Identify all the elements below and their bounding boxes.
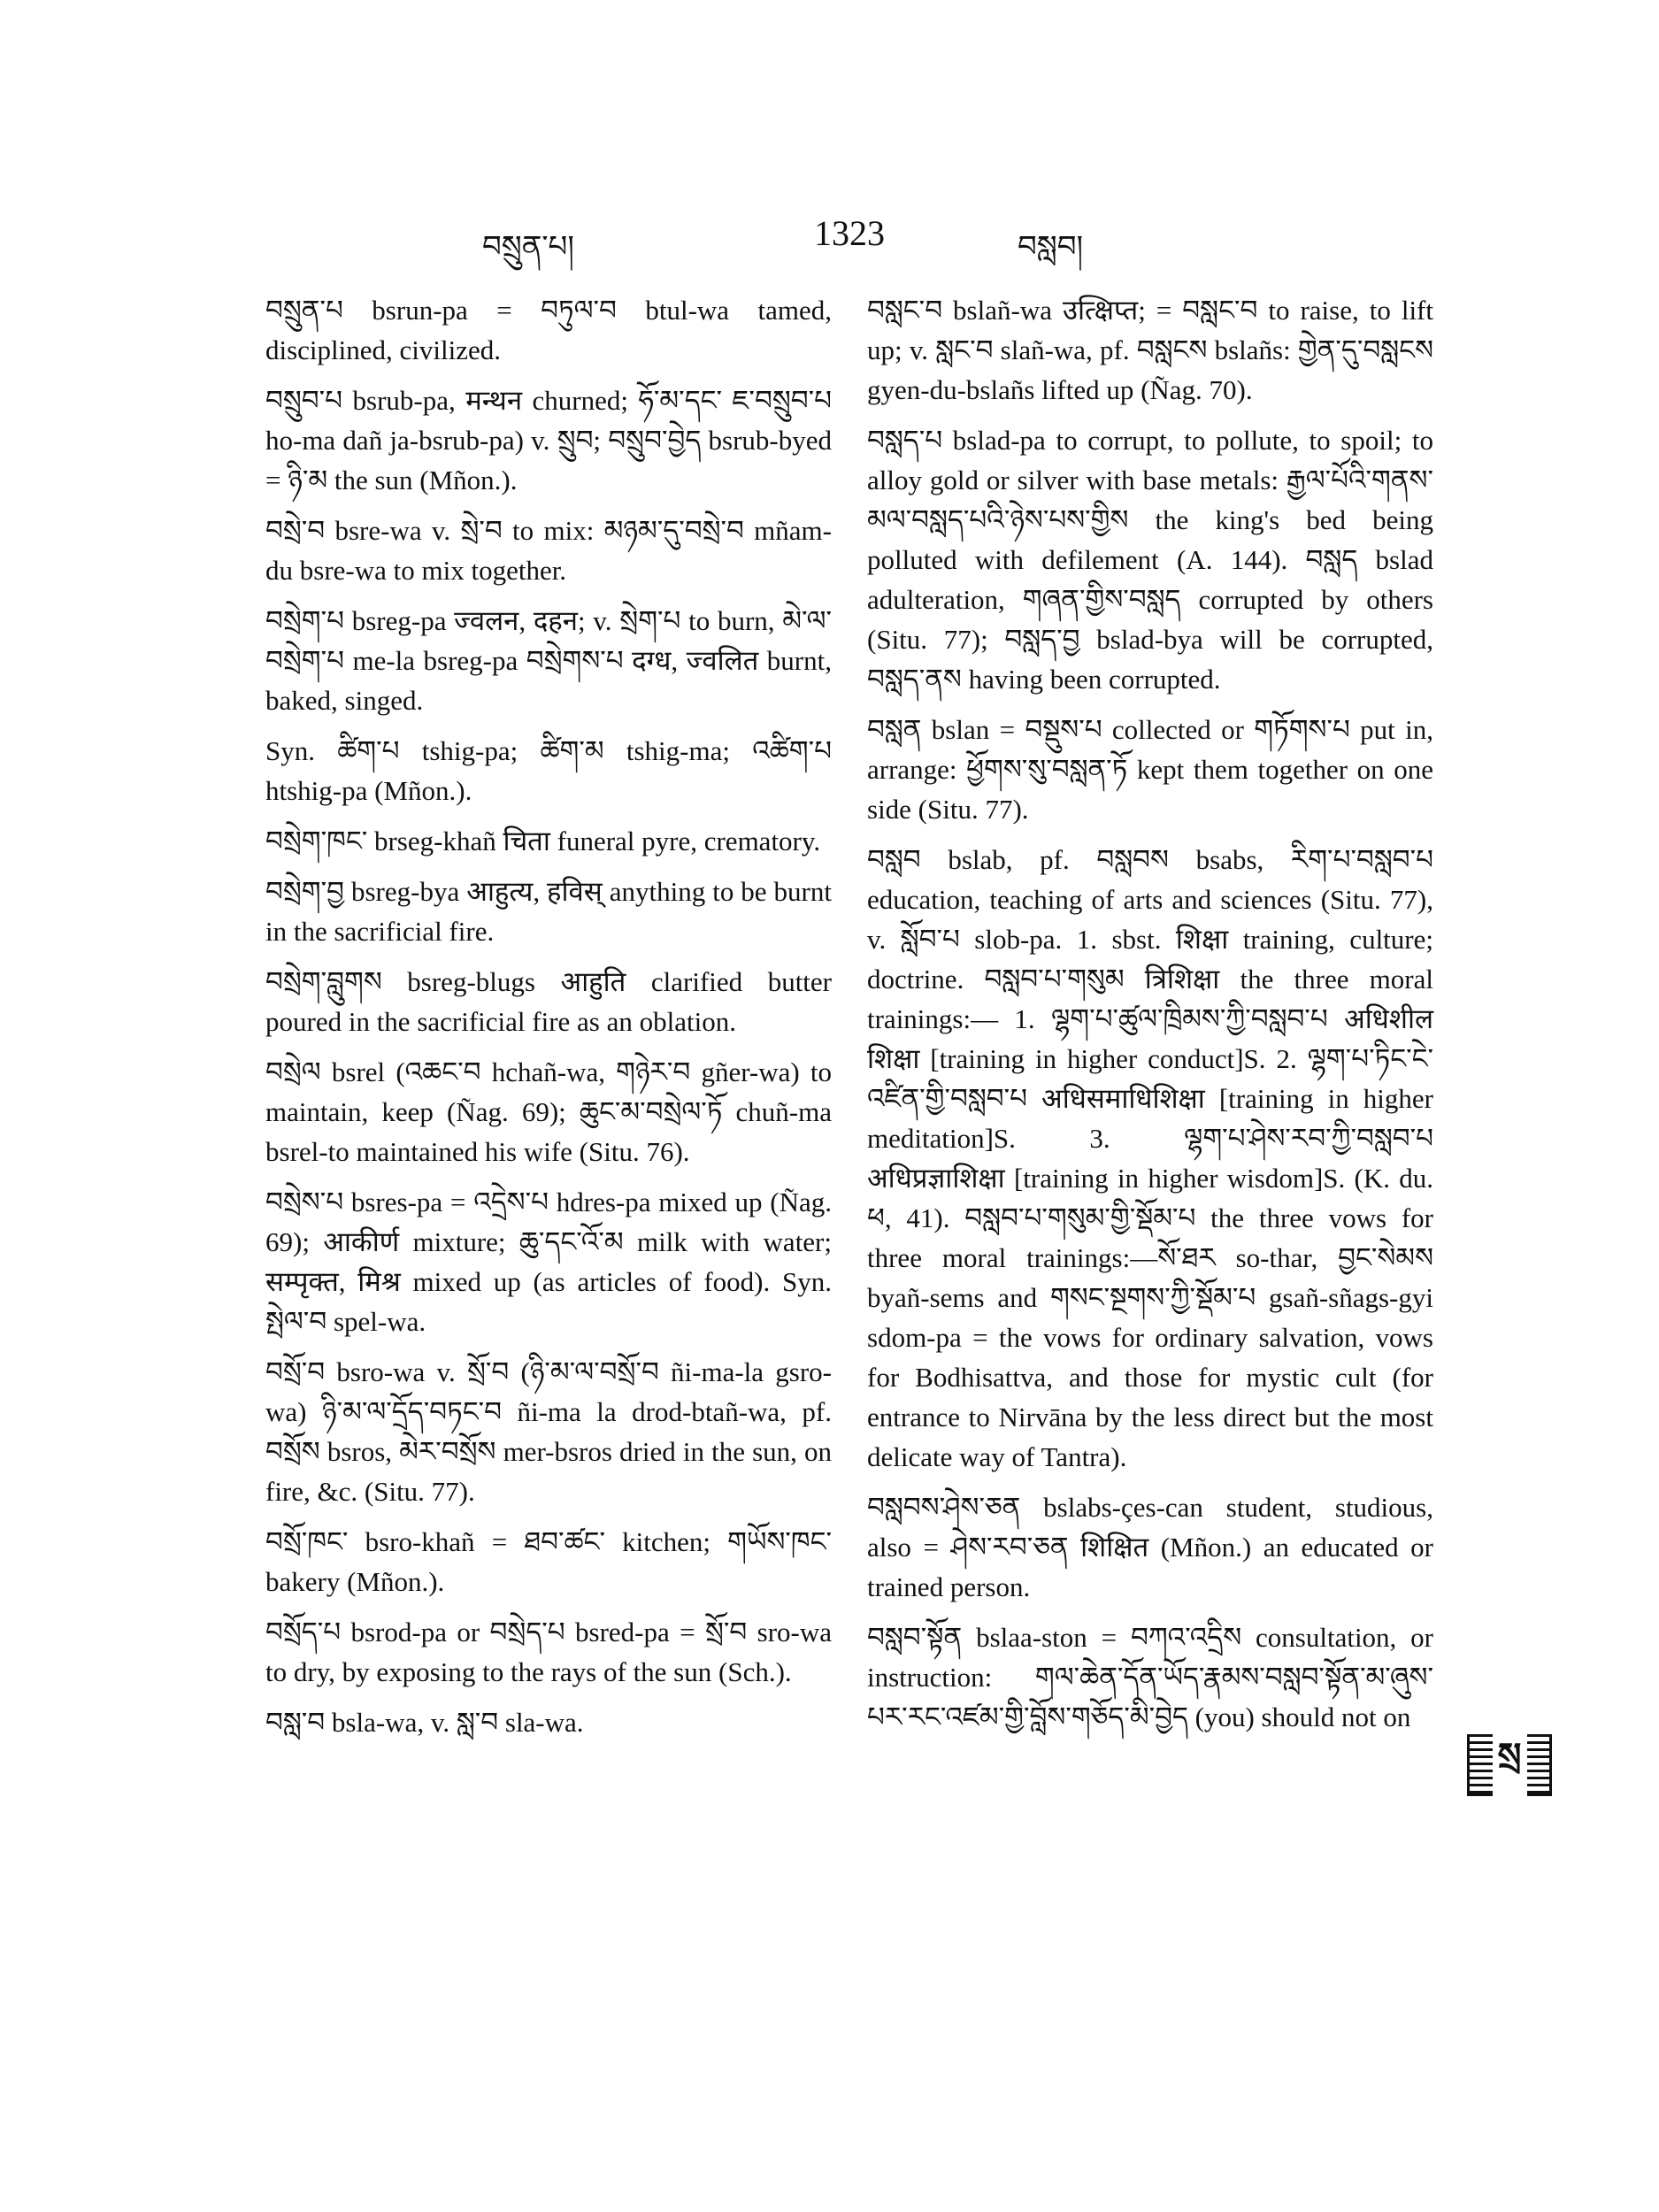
running-head-left: བསྲུན་པ། [482,229,574,265]
dictionary-entry: བསླབ bslab, pf. བསླབས bsabs, རིག་པ་བསླབ་པ education, teaching of arts and sciences (Situ. 77), v. སློབ་པ slob-pa. 1. sbst. शिक्षा training, culture; doctrine. བསླབ་པ་གསུམ त्रिशिक्षा the three moral trainings:— 1. ལྷག་པ་ཚུལ་ཁྲིམས་ཀྱི་བསླབ་པ अधिशील शिक्षा [training in higher conduct]S. 2. ལྷག་པ་ཏིང་ངེ་འཛིན་གྱི་བསླབ་པ अधिसमाधिशिक्षा [training in higher meditation]S. 3. ལྷག་པ་ཤེས་རབ་ཀྱི་བསླབ་པ अधिप्रज्ञाशिक्षा [training in higher wisdom]S. (K. du. ཕ, 41). བསླབ་པ་གསུམ་གྱི་སྡོམ་པ the three vows for three moral trainings:—སོ་ཐར so-thar, བྱང་སེམས byañ-sems and གསང་སྔགས་ཀྱི་སྡོམ་པ gsañ-sñags-gyi sdom-pa = the vows for ordinary salvation, vows for Bodhisattva, and those for mystic cult (for entrance to Nirvāna by the less direct but the most delicate way of Tantra). [867,844,1433,1472]
dictionary-entry: བསྲོད་པ bsrod-pa or བསྲེད་པ bsred-pa = སྲོ་བ sro-wa to dry, by exposing to the rays of the sun (Sch.). [265,1617,832,1687]
dictionary-entry: བསྲེས་པ bsres-pa = འདྲེས་པ hdres-pa mixed up (Ñag. 69); आकीर्ण mixture; ཆུ་དང་འོ་མ milk with water; सम्पृक्त, मिश्र mixed up (as articles of food). Syn. སྤེལ་བ spel-wa. [265,1187,832,1337]
dictionary-entry: བསླན bslan = བསྡུས་པ collected or གཏོགས་པ put in, arrange: ཕྱོགས་སུ་བསླན་ཏོ kept them together on one side (Situ. 77). [867,714,1433,825]
dictionary-entry: བསྲེག་བྱ bsreg-bya आहुत्य, हविस् anything to be burnt in the sacrificial fire. [265,876,832,947]
dictionary-entry: Syn. ཚིག་པ tshig-pa; ཚིག་མ tshig-ma; འཚིག་པ htshig-pa (Mñon.). [265,735,832,806]
dictionary-entry: བསྲེག་པ bsreg-pa ज्वलन, दहन; v. སྲེག་པ to burn, མེ་ལ་བསྲེག་པ me-la bsreg-pa བསྲེགས་པ दग्ध, ज्वलित burnt, baked, singed. [265,605,832,716]
dictionary-entry: བསྲུབ་པ bsrub-pa, मन्थन churned; ཧོ་མ་དང་ ཇ་བསྲུབ་པ ho-ma dañ ja-bsrub-pa) v. སྲུབ; བསྲུབ་བྱེད bsrub-byed = ཉི་མ the sun (Mñon.). [265,385,832,495]
running-head-right: བསླབ། [1018,229,1084,265]
dictionary-entry: བསླབས་ཤེས་ཅན bslabs-çes-can student, studious, also = ཤེས་རབ་ཅན शिक्षित (Mñon.) an educated or trained person. [867,1492,1433,1602]
dictionary-entry: བསླབ་སྟོན bslaa-ston = བཀའ་འདྲིས consultation, or instruction: གལ་ཆེན་དོན་ཡོད་རྣམས་བསླབ་སྟོན་མ་ཞུས་པར་རང་འཛམ་གྱི་བློས་གཅོད་མི་བྱེད (you) should not on [867,1622,1433,1732]
dictionary-entry: བསྲོ་བ bsro-wa v. སྲོ་བ (ཉི་མ་ལ་བསྲོ་བ ñi-ma-la gsro-wa) ཉི་མ་ལ་དྲོད་བཏང་བ ñi-ma la drod-btañ-wa, pf. བསྲོས bsros, མེར་བསྲོས mer-bsros dried in the sun, on fire, &c. (Situ. 77). [265,1356,832,1507]
dictionary-entry: བསྲེག་བླུགས bsreg-blugs आहुति clarified butter poured in the sacrificial fire as an oblation. [265,966,832,1037]
dictionary-entry: བསྲོ་ཁང་ bsro-khañ = ཐབ་ཚང་ kitchen; གཡོས་ཁང་ bakery (Mñon.). [265,1526,832,1597]
dictionary-entry: བསྲེལ bsrel (འཆང་བ hchañ-wa, གཉེར་བ gñer-wa) to maintain, keep (Ñag. 69); ཆུང་མ་བསྲེལ་ཏོ chuñ-ma bsrel-to maintained his wife (Situ. 76). [265,1056,832,1167]
dictionary-entry: བསྲེ་བ bsre-wa v. སྲེ་བ to mix: མཉམ་དུ་བསྲེ་བ mñam-du bsre-wa to mix together. [265,515,832,586]
right-column [867,283,1433,1747]
dictionary-entry: བསྲེག་ཁང་ brseg-khañ चिता funeral pyre, crematory. [265,826,821,856]
left-column [265,283,832,1753]
page-number: 1323 [814,213,885,253]
letter-thumb-index [1467,1734,1552,1796]
dictionary-entry: བསླང་བ bslañ-wa उत्क्षिप्त; = བསླང་བ to raise, to lift up; v. སླང་བ slañ-wa, pf. བསླངས bslañs: གྱེན་དུ་བསླངས gyen-du-bslañs lifted up (Ñag. 70). [867,295,1433,405]
dictionary-entry: བསླད་པ bslad-pa to corrupt, to pollute, to spoil; to alloy gold or silver with base metals: རྒྱལ་པོའི་གནས་མལ་བསླད་པའི་ཉེས་པས་གྱིས the king's bed being polluted with defilement (A. 144). བསླད bslad adulteration, གཞན་གྱིས་བསླད corrupted by others (Situ. 77); བསླད་བྱ bslad-bya will be corrupted, བསླད་ནས having been corrupted. [867,425,1433,695]
thumb-index-letter: སྲ [1493,1716,1527,1816]
dictionary-entry: བསྲུན་པ bsrun-pa = བཏུལ་བ btul-wa tamed, disciplined, civilized. [265,295,832,365]
dictionary-entry: བསླ་བ bsla-wa, v. སླ་བ sla-wa. [265,1707,584,1738]
